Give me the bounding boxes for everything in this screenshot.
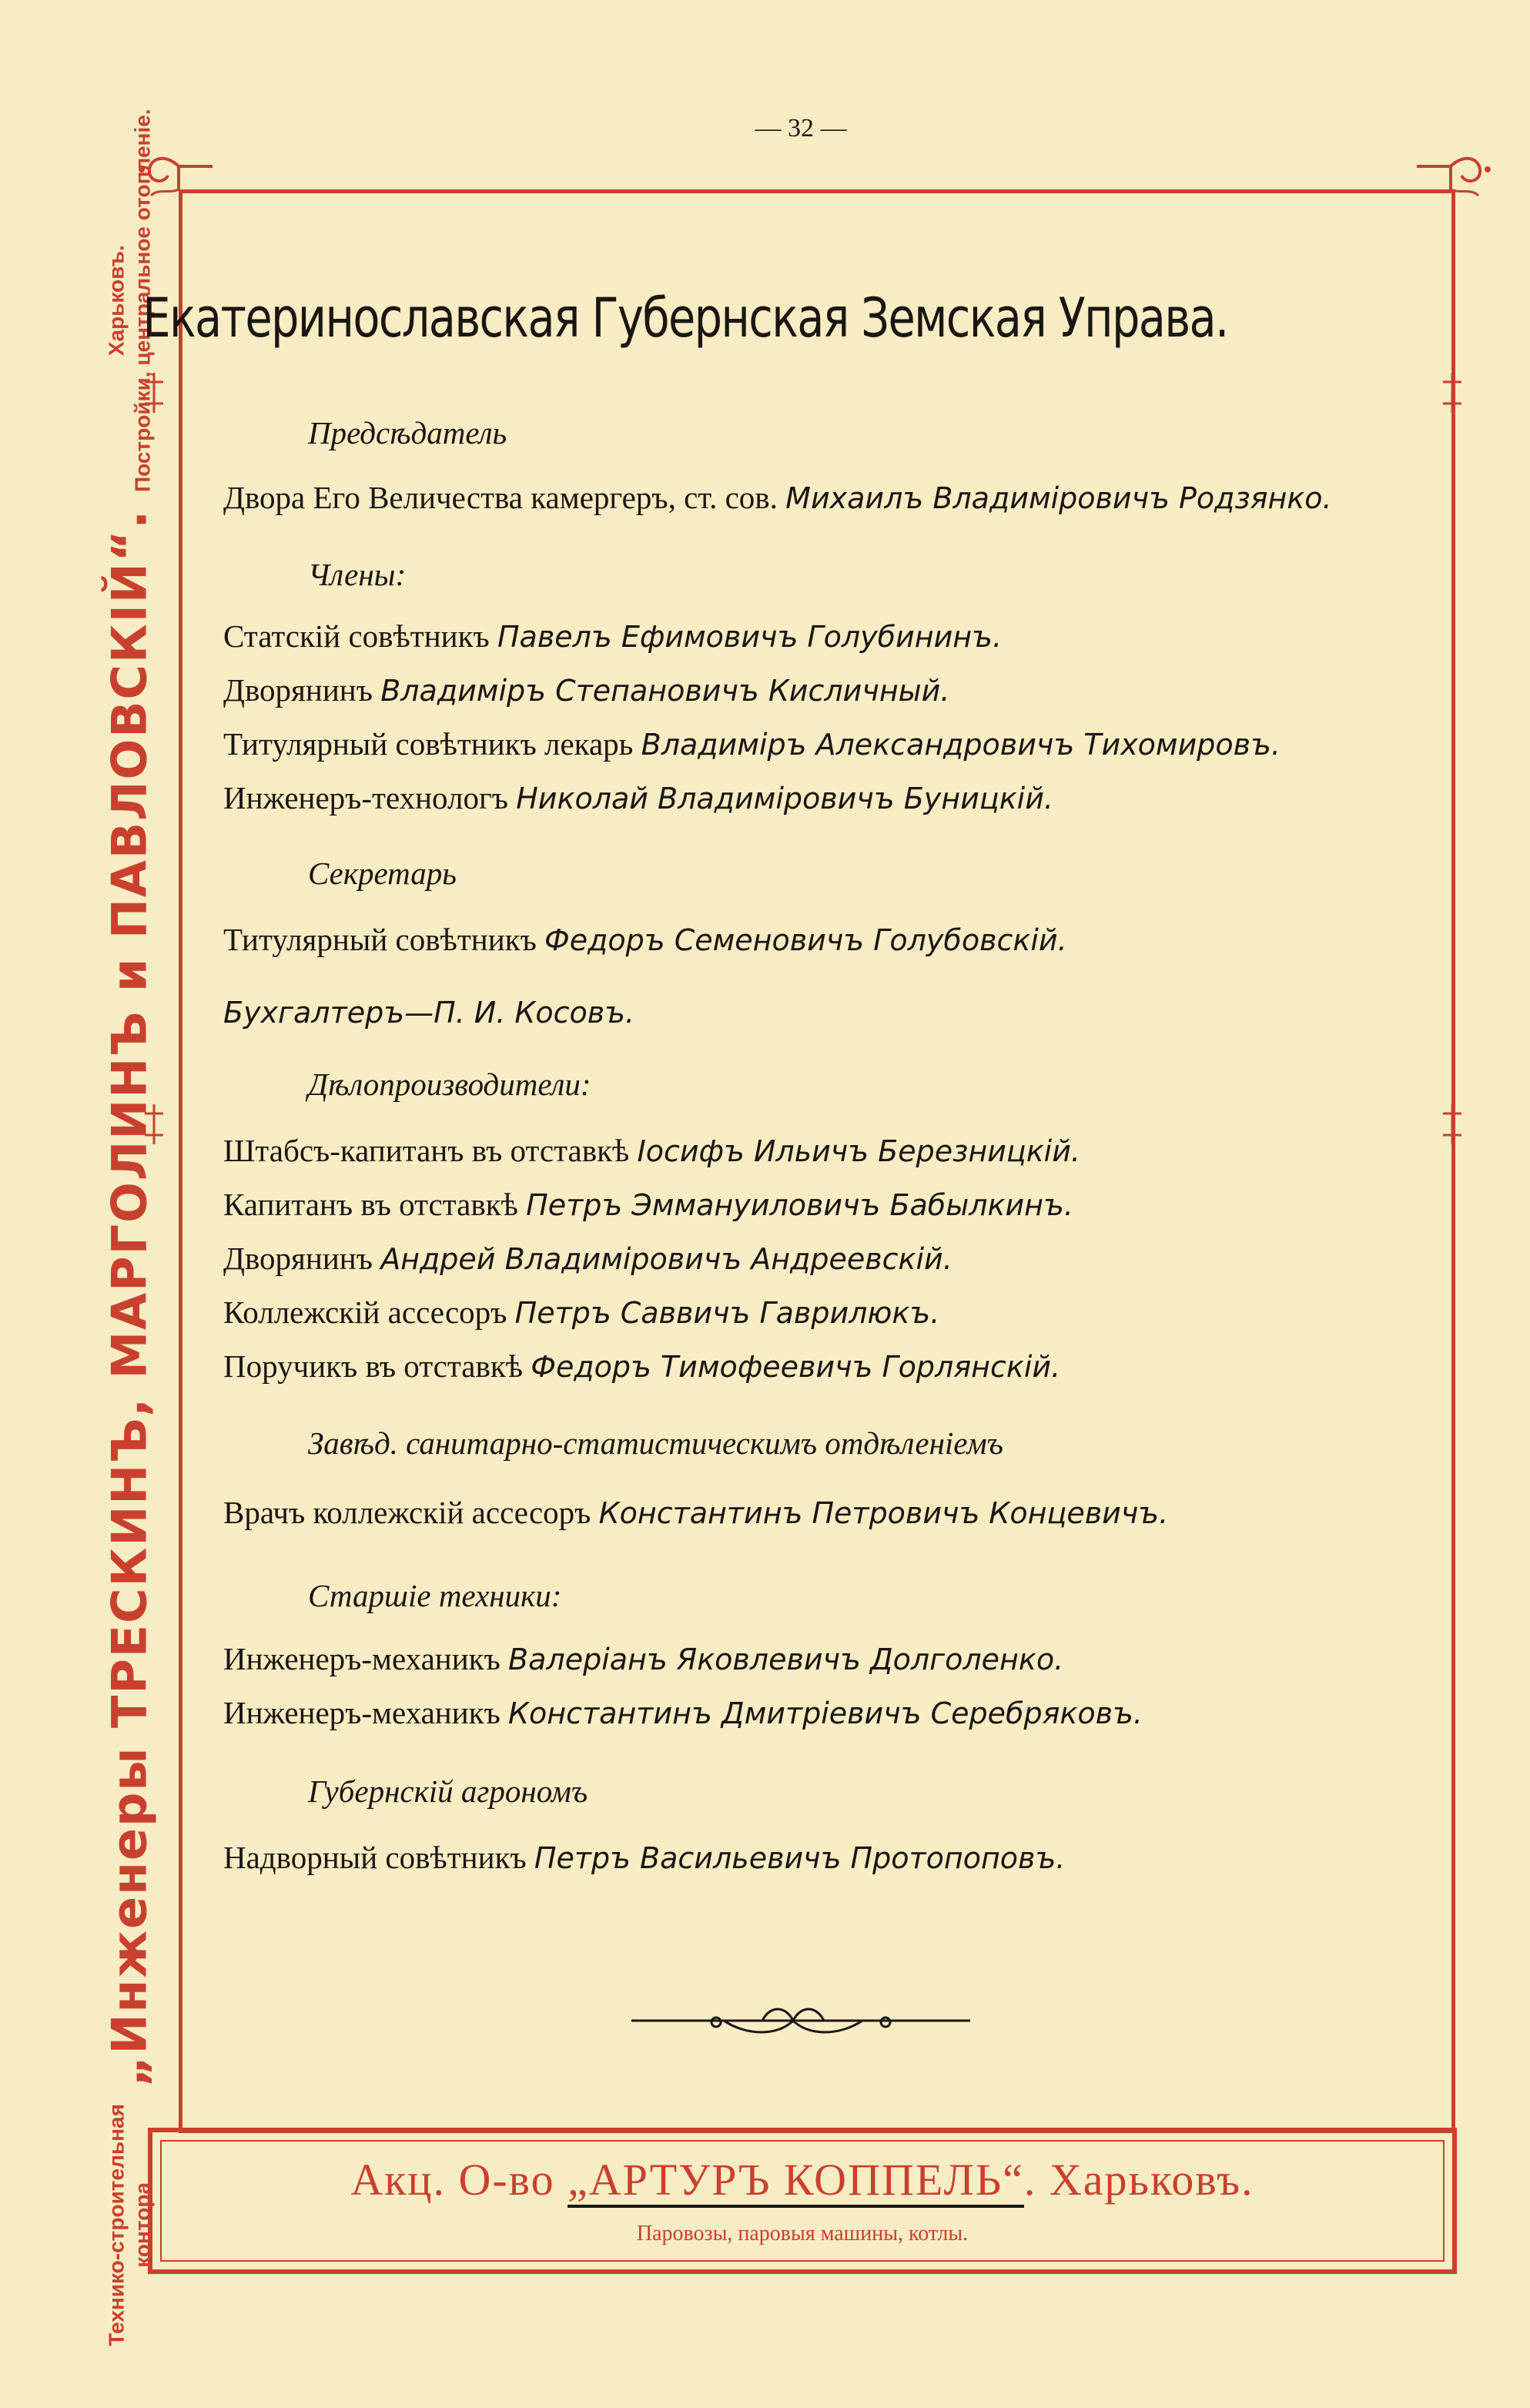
staff-name: Андрей Владиміровичъ Андреевскій. — [380, 1242, 952, 1276]
staff-title: Двора Его Величества камергеръ, ст. сов. — [223, 480, 786, 515]
staff-name: Михаилъ Владиміровичъ Родзянко. — [785, 481, 1332, 515]
staff-name: Константинъ Дмитріевичъ Серебряковъ. — [508, 1696, 1143, 1730]
section-heading: Дѣлопроизводители: — [308, 1067, 591, 1102]
section-heading: Члены: — [308, 557, 407, 592]
staff-title: Инженеръ-технологъ — [223, 780, 517, 816]
staff-name: Николай Владиміровичъ Буницкій. — [516, 782, 1053, 816]
staff-title: Статскій совѣтникъ — [223, 618, 497, 654]
staff-title: Инженеръ-механикъ — [223, 1641, 509, 1676]
staff-name: Петръ Эммануиловичъ Бабылкинъ. — [526, 1188, 1073, 1222]
staff-entry — [223, 1240, 952, 1277]
staff-title: Штабсъ-капитанъ въ отставкѣ — [223, 1133, 638, 1168]
staff-name: Федоръ Тимофеевичъ Горлянскій. — [531, 1350, 1061, 1384]
section-heading: Старшіе техники: — [308, 1578, 562, 1613]
staff-entry — [223, 993, 634, 1030]
staff-entry — [223, 1186, 1073, 1223]
section-heading: Губернскій агрономъ — [308, 1773, 588, 1809]
staff-entry — [223, 1640, 1063, 1677]
staff-title: Титулярный совѣтникъ лекарь — [223, 726, 641, 762]
side-ad-left-text: Технико-строительная контора — [104, 2104, 154, 2346]
bottom-ad-company: „АРТУРЪ КОППЕЛЬ“ — [567, 2155, 1024, 2208]
staff-title: Бухгалтеръ— — [223, 996, 434, 1030]
staff-entry — [223, 671, 949, 708]
staff-name: Петръ Саввичъ Гаврилюкъ. — [514, 1296, 940, 1330]
staff-title: Капитанъ въ отставкѣ — [223, 1187, 527, 1222]
staff-entry — [223, 479, 1332, 516]
side-ad-company-name: „Инженеры ТРЕСКИНЪ, МАРГОЛИНЪ и ПАВЛОВСКІЙ“. — [101, 509, 158, 2088]
staff-name: Петръ Васильевичъ Протопоповъ. — [534, 1841, 1066, 1875]
staff-title: Инженеръ-механикъ — [223, 1695, 509, 1730]
staff-entry — [223, 618, 1002, 655]
staff-entry — [223, 1132, 1080, 1169]
staff-title: Коллежскій ассесоръ — [223, 1294, 515, 1330]
staff-name: Владиміръ Александровичъ Тихомировъ. — [641, 728, 1281, 762]
staff-name: Федоръ Семеновичъ Голубовскій. — [544, 923, 1067, 957]
staff-entry — [223, 779, 1053, 816]
staff-name: Іосифъ Ильичъ Березницкій. — [637, 1134, 1081, 1168]
bottom-advertisement — [148, 2128, 1457, 2274]
staff-title: Титулярный совѣтникъ — [223, 922, 545, 957]
page-title: Екатеринославская Губернская Земская Управа. — [142, 286, 1228, 350]
divider-ornament — [631, 2001, 970, 2047]
section-heading: Секретарь — [308, 856, 457, 891]
staff-name: Владиміръ Степановичъ Кисличный. — [380, 674, 950, 708]
bottom-ad-headline: Акц. О-во „АРТУРЪ КОППЕЛЬ“. Харьковъ. — [152, 2154, 1452, 2205]
staff-title: Дворянинъ — [223, 672, 381, 708]
side-ad-right-text: Харьковъ. Постройки, центральное отопленіе. — [104, 109, 154, 493]
section-heading: Предсѣдатель — [308, 415, 507, 450]
staff-name: П. И. Косовъ. — [434, 996, 635, 1030]
staff-entry — [223, 1839, 1065, 1876]
staff-name: Павелъ Ефимовичъ Голубининъ. — [497, 620, 1003, 654]
bottom-ad-subtitle: Паровозы, паровыя машины, котлы. — [636, 2222, 969, 2246]
staff-name: Константинъ Петровичъ Концевичъ. — [598, 1496, 1169, 1530]
staff-entry — [223, 1694, 1143, 1731]
page-number: — 32 — — [755, 114, 847, 142]
staff-title: Надворный совѣтникъ — [223, 1840, 534, 1875]
side-ornament-right-mid — [1437, 1101, 1468, 1147]
staff-entry — [223, 1494, 1168, 1531]
staff-title: Дворянинъ — [223, 1241, 381, 1276]
side-ornament-right-top — [1437, 370, 1468, 416]
staff-name: Валеріанъ Яковлевичъ Долголенко. — [508, 1643, 1064, 1676]
staff-entry — [223, 725, 1281, 762]
staff-entry — [223, 1294, 939, 1331]
corner-ornament-top-right — [1409, 151, 1494, 205]
staff-entry — [223, 1348, 1060, 1385]
section-heading: Завѣд. санитарно-статистическимъ отдѣленіемъ — [308, 1425, 1003, 1461]
staff-title: Поручикъ въ отставкѣ — [223, 1348, 531, 1384]
staff-entry — [223, 921, 1067, 958]
staff-title: Врачъ коллежскій ассесоръ — [223, 1495, 599, 1530]
